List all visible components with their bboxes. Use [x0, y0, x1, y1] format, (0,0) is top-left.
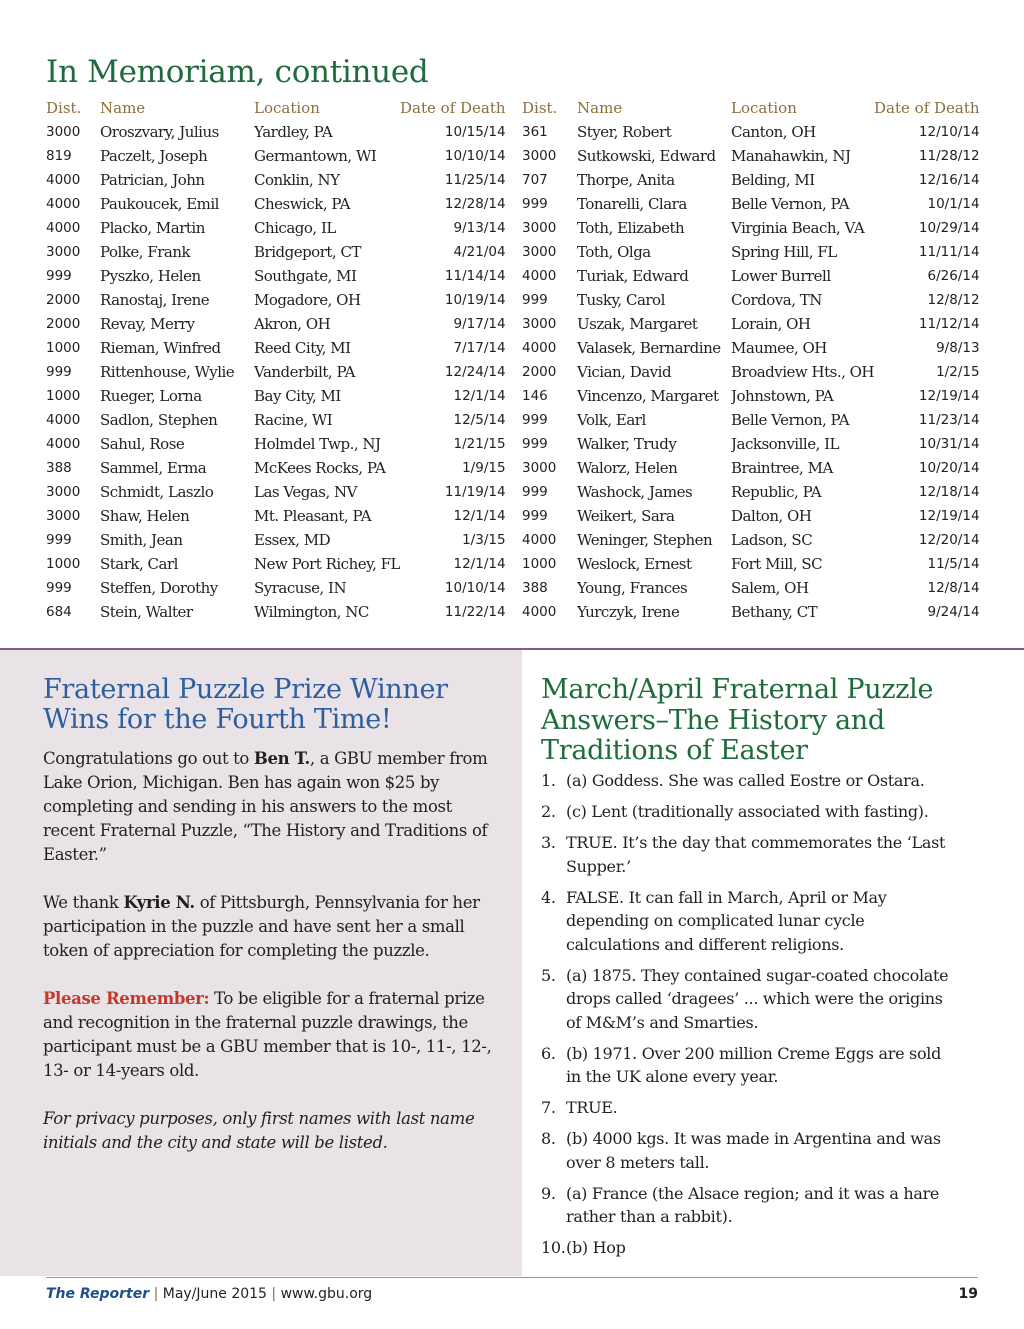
location-cell: Belle Vernon, PA [731, 195, 850, 213]
location-cell: Essex, MD [254, 531, 331, 549]
location-cell: Wilmington, NC [254, 603, 369, 621]
date-cell: 12/8/14 [927, 580, 980, 596]
table-row [522, 384, 980, 408]
dist-cell: 3000 [46, 508, 81, 524]
location-cell: Jacksonville, IL [731, 435, 840, 453]
prize-winner-title: Fraternal Puzzle Prize Winner Wins for the Fourth Time! [43, 674, 448, 735]
table-row [522, 600, 980, 624]
answer-item [541, 831, 951, 878]
dist-cell: 999 [522, 436, 548, 452]
dist-cell: 4000 [46, 436, 81, 452]
congrats-paragraph: Congratulations go out to Ben T., a GBU member from Lake Orion, Michigan. Ben has again won $25 by completing and sending in his answers to the most recent Fraternal Puzzle, “The History and Traditions of Easter.” [43, 749, 488, 864]
location-cell: Belle Vernon, PA [731, 411, 850, 429]
winner-name: Ben T. [253, 749, 310, 768]
location-cell: Germantown, WI [254, 147, 377, 165]
answer-text: TRUE. [566, 1098, 618, 1117]
name-cell: Tonarelli, Clara [577, 195, 687, 213]
table-row [522, 432, 980, 456]
header-dist: Dist. [46, 99, 82, 117]
table-row [522, 264, 980, 288]
location-cell: Reed City, MI [254, 339, 351, 357]
date-cell: 10/19/14 [444, 292, 506, 308]
prize-winner-body [43, 747, 498, 1179]
date-cell: 11/14/14 [444, 268, 506, 284]
answer-item [541, 1096, 951, 1120]
date-cell: 4/21/04 [453, 244, 506, 260]
location-cell: Vanderbilt, PA [254, 363, 356, 381]
date-cell: 11/5/14 [927, 556, 980, 572]
name-cell: Uszak, Margaret [577, 315, 698, 333]
name-cell: Rittenhouse, Wylie [100, 363, 235, 381]
location-cell: Holmdel Twp., NJ [254, 435, 381, 453]
location-cell: Bethany, CT [731, 603, 818, 621]
answer-number: 2. [541, 802, 556, 821]
date-cell: 11/23/14 [918, 412, 980, 428]
dist-cell: 361 [522, 124, 548, 140]
location-cell: Las Vegas, NV [254, 483, 357, 501]
table-row [522, 168, 980, 192]
date-cell: 12/1/14 [453, 556, 506, 572]
prize-winner-panel [0, 650, 522, 1276]
answers-list [541, 769, 951, 1267]
location-cell: Akron, OH [254, 315, 331, 333]
date-cell: 11/28/12 [918, 148, 980, 164]
date-cell: 6/26/14 [927, 268, 980, 284]
location-cell: New Port Richey, FL [254, 555, 401, 573]
answer-text: FALSE. It can fall in March, April or May depending on complicated lunar cycle calculations and different religions. [566, 887, 887, 954]
location-cell: Syracuse, IN [254, 579, 347, 597]
date-cell: 1/3/15 [462, 532, 506, 548]
location-cell: Republic, PA [731, 483, 822, 501]
dist-cell: 4000 [522, 340, 557, 356]
date-cell: 10/15/14 [444, 124, 506, 140]
location-cell: Southgate, MI [254, 267, 357, 285]
name-cell: Revay, Merry [100, 315, 195, 333]
date-cell: 9/17/14 [453, 316, 506, 332]
table-row [46, 456, 506, 480]
dist-cell: 3000 [46, 244, 81, 260]
header-date: Date of Death [874, 99, 980, 117]
location-cell: Conklin, NY [254, 171, 340, 189]
location-cell: Lorain, OH [731, 315, 811, 333]
answer-item [541, 769, 951, 793]
answer-item [541, 800, 951, 824]
location-cell: Manahawkin, NJ [731, 147, 851, 165]
dist-cell: 999 [522, 484, 548, 500]
name-cell: Ranostaj, Irene [100, 291, 210, 309]
name-cell: Vician, David [577, 363, 672, 381]
table-row [522, 240, 980, 264]
table-row [522, 504, 980, 528]
name-cell: Walorz, Helen [577, 459, 678, 477]
answer-text: (a) 1875. They contained sugar-coated chocolate drops called ‘dragees’ ... which were the origins of M&M’s and Smarties. [566, 965, 949, 1032]
answer-text: (b) 1971. Over 200 million Creme Eggs are sold in the UK alone every year. [566, 1043, 942, 1086]
dist-cell: 146 [522, 388, 548, 404]
dist-cell: 2000 [46, 292, 81, 308]
location-cell: Ladson, SC [731, 531, 813, 549]
dist-cell: 3000 [522, 316, 557, 332]
dist-cell: 3000 [522, 148, 557, 164]
answer-number: 1. [541, 771, 556, 790]
dist-cell: 3000 [46, 124, 81, 140]
header-name: Name [100, 99, 146, 117]
dist-cell: 4000 [522, 604, 557, 620]
dist-cell: 4000 [522, 268, 557, 284]
location-cell: Spring Hill, FL [731, 243, 837, 261]
table-row [46, 360, 506, 384]
date-cell: 7/17/14 [453, 340, 506, 356]
dist-cell: 4000 [46, 196, 81, 212]
answer-number: 7. [541, 1098, 556, 1117]
answer-text: (a) Goddess. She was called Eostre or Ostara. [566, 771, 925, 790]
name-cell: Sadlon, Stephen [100, 411, 218, 429]
name-cell: Polke, Frank [100, 243, 191, 261]
answer-text: (c) Lent (traditionally associated with fasting). [566, 802, 929, 821]
dist-cell: 388 [46, 460, 72, 476]
location-cell: Yardley, PA [254, 123, 333, 141]
date-cell: 11/19/14 [444, 484, 506, 500]
table-row [46, 240, 506, 264]
location-cell: McKees Rocks, PA [254, 459, 386, 477]
dist-cell: 3000 [46, 484, 81, 500]
date-cell: 11/12/14 [918, 316, 980, 332]
footer-rule [46, 1277, 978, 1278]
date-cell: 10/10/14 [444, 148, 506, 164]
location-cell: Racine, WI [254, 411, 333, 429]
answer-item [541, 964, 951, 1035]
table-row [46, 120, 506, 144]
location-cell: Canton, OH [731, 123, 816, 141]
location-cell: Bay City, MI [254, 387, 341, 405]
name-cell: Sammel, Erma [100, 459, 207, 477]
name-cell: Toth, Elizabeth [577, 219, 685, 237]
name-cell: Turiak, Edward [577, 267, 689, 285]
name-cell: Smith, Jean [100, 531, 183, 549]
dist-cell: 1000 [522, 556, 557, 572]
date-cell: 10/10/14 [444, 580, 506, 596]
footer-separator: | [271, 1286, 277, 1302]
answer-text: (b) Hop [566, 1238, 626, 1257]
dist-cell: 4000 [46, 220, 81, 236]
table-row [522, 216, 980, 240]
issue-date: May/June 2015 [162, 1286, 267, 1302]
remember-label: Please Remember: [43, 989, 210, 1008]
table-row [522, 456, 980, 480]
date-cell: 1/2/15 [936, 364, 980, 380]
table-row [46, 552, 506, 576]
answer-text: (b) 4000 kgs. It was made in Argentina and was over 8 meters tall. [566, 1129, 941, 1172]
location-cell: Bridgeport, CT [254, 243, 361, 261]
table-row [46, 288, 506, 312]
name-cell: Young, Frances [577, 579, 688, 597]
header-date: Date of Death [400, 99, 506, 117]
dist-cell: 388 [522, 580, 548, 596]
table-row [522, 336, 980, 360]
name-cell: Weslock, Ernest [577, 555, 692, 573]
name-cell: Sahul, Rose [100, 435, 185, 453]
name-cell: Shaw, Helen [100, 507, 190, 525]
answer-number: 6. [541, 1043, 556, 1063]
answer-number: 4. [541, 887, 556, 907]
name-cell: Stein, Walter [100, 603, 193, 621]
date-cell: 10/20/14 [918, 460, 980, 476]
dist-cell: 999 [522, 196, 548, 212]
table-row [46, 216, 506, 240]
table-row [46, 312, 506, 336]
date-cell: 12/19/14 [918, 388, 980, 404]
table-row [46, 576, 506, 600]
date-cell: 12/8/12 [927, 292, 980, 308]
date-cell: 10/31/14 [918, 436, 980, 452]
date-cell: 12/1/14 [453, 508, 506, 524]
table-row [46, 168, 506, 192]
date-cell: 12/5/14 [453, 412, 506, 428]
location-cell: Lower Burrell [731, 267, 831, 285]
remember-paragraph: Please Remember: To be eligible for a fraternal prize and recognition in the fraternal puzzle drawings, the participant must be a GBU member that is 10-, 11-, 12-, 13- or 14-years old. [43, 989, 492, 1080]
name-cell: Styer, Robert [577, 123, 672, 141]
name-cell: Patrician, John [100, 171, 205, 189]
name-cell: Tusky, Carol [577, 291, 665, 309]
dist-cell: 2000 [522, 364, 557, 380]
answer-text: (a) France (the Alsace region; and it was a hare rather than a rabbit). [566, 1183, 940, 1226]
answer-item [541, 1182, 951, 1229]
date-cell: 9/8/13 [936, 340, 980, 356]
date-cell: 11/11/14 [918, 244, 980, 260]
location-cell: Belding, MI [731, 171, 815, 189]
table-row [522, 360, 980, 384]
date-cell: 12/1/14 [453, 388, 506, 404]
location-cell: Chicago, IL [254, 219, 336, 237]
answer-number: 9. [541, 1183, 556, 1203]
date-cell: 10/29/14 [918, 220, 980, 236]
name-cell: Walker, Trudy [577, 435, 677, 453]
header-name: Name [577, 99, 623, 117]
table-row [522, 144, 980, 168]
date-cell: 12/24/14 [444, 364, 506, 380]
date-cell: 11/25/14 [444, 172, 506, 188]
answer-item [541, 1127, 951, 1174]
page-title: In Memoriam, continued [46, 54, 429, 90]
name-cell: Schmidt, Laszlo [100, 483, 214, 501]
dist-cell: 999 [46, 532, 72, 548]
date-cell: 12/28/14 [444, 196, 506, 212]
name-cell: Sutkowski, Edward [577, 147, 716, 165]
publication-name: The Reporter [46, 1286, 150, 1302]
dist-cell: 999 [46, 268, 72, 284]
dist-cell: 3000 [522, 460, 557, 476]
location-cell: Johnstown, PA [731, 387, 834, 405]
answer-number: 10. [541, 1238, 566, 1257]
dist-cell: 999 [522, 412, 548, 428]
dist-cell: 3000 [522, 220, 557, 236]
table-row [46, 408, 506, 432]
table-row [522, 480, 980, 504]
name-cell: Washock, James [577, 483, 693, 501]
dist-cell: 4000 [46, 172, 81, 188]
name-cell: Weninger, Stephen [577, 531, 713, 549]
dist-cell: 1000 [46, 340, 81, 356]
dist-cell: 2000 [46, 316, 81, 332]
location-cell: Dalton, OH [731, 507, 812, 525]
date-cell: 1/9/15 [462, 460, 506, 476]
date-cell: 12/20/14 [918, 532, 980, 548]
table-row [522, 192, 980, 216]
name-cell: Thorpe, Anita [577, 171, 675, 189]
table-row [522, 288, 980, 312]
date-cell: 10/1/14 [927, 196, 980, 212]
participant-name: Kyrie N. [123, 893, 195, 912]
dist-cell: 684 [46, 604, 72, 620]
dist-cell: 999 [522, 508, 548, 524]
name-cell: Vincenzo, Margaret [577, 387, 719, 405]
name-cell: Pyszko, Helen [100, 267, 201, 285]
thanks-paragraph: We thank Kyrie N. of Pittsburgh, Pennsylvania for her participation in the puzzle and have sent her a small token of appreciation for completing the puzzle. [43, 893, 480, 960]
name-cell: Steffen, Dorothy [100, 579, 218, 597]
table-row [522, 552, 980, 576]
name-cell: Placko, Martin [100, 219, 205, 237]
location-cell: Virginia Beach, VA [731, 219, 865, 237]
name-cell: Weikert, Sara [577, 507, 675, 525]
date-cell: 12/18/14 [918, 484, 980, 500]
table-row [522, 120, 980, 144]
location-cell: Salem, OH [731, 579, 809, 597]
header-location: Location [731, 99, 797, 117]
header-dist: Dist. [522, 99, 558, 117]
location-cell: Mogadore, OH [254, 291, 361, 309]
puzzle-answers-panel [522, 650, 1024, 1276]
location-cell: Braintree, MA [731, 459, 833, 477]
date-cell: 11/22/14 [444, 604, 506, 620]
name-cell: Volk, Earl [577, 411, 646, 429]
website-link[interactable]: www.gbu.org [280, 1286, 373, 1302]
dist-cell: 819 [46, 148, 72, 164]
name-cell: Yurczyk, Irene [577, 603, 680, 621]
page-number: 19 [958, 1286, 978, 1302]
date-cell: 12/16/14 [918, 172, 980, 188]
location-cell: Cordova, TN [731, 291, 822, 309]
name-cell: Valasek, Bernardine [577, 339, 721, 357]
name-cell: Oroszvary, Julius [100, 123, 219, 141]
dist-cell: 1000 [46, 388, 81, 404]
privacy-note: For privacy purposes, only first names with last name initials and the city and state will be listed. [43, 1109, 475, 1152]
table-header-row [522, 96, 980, 120]
answer-item [541, 886, 951, 957]
date-cell: 1/21/15 [453, 436, 506, 452]
puzzle-answers-title: March/April Fraternal Puzzle Answers–The History and Traditions of Easter [541, 674, 934, 766]
footer [46, 1286, 372, 1302]
dist-cell: 999 [46, 364, 72, 380]
location-cell: Mt. Pleasant, PA [254, 507, 372, 525]
name-cell: Stark, Carl [100, 555, 178, 573]
location-cell: Maumee, OH [731, 339, 827, 357]
dist-cell: 999 [522, 292, 548, 308]
answer-number: 5. [541, 965, 556, 985]
dist-cell: 3000 [522, 244, 557, 260]
dist-cell: 999 [46, 580, 72, 596]
name-cell: Toth, Olga [577, 243, 651, 261]
date-cell: 12/10/14 [918, 124, 980, 140]
dist-cell: 1000 [46, 556, 81, 572]
dist-cell: 4000 [522, 532, 557, 548]
name-cell: Rueger, Lorna [100, 387, 202, 405]
name-cell: Paczelt, Joseph [100, 147, 208, 165]
memoriam-table-left [46, 96, 506, 624]
location-cell: Broadview Hts., OH [731, 363, 875, 381]
header-location: Location [254, 99, 320, 117]
table-row [522, 408, 980, 432]
table-row [46, 600, 506, 624]
table-row [46, 336, 506, 360]
location-cell: Fort Mill, SC [731, 555, 823, 573]
location-cell: Cheswick, PA [254, 195, 350, 213]
table-row [46, 480, 506, 504]
memoriam-table-right [522, 96, 980, 624]
footer-separator: | [153, 1286, 159, 1302]
table-header-row [46, 96, 506, 120]
table-row [46, 432, 506, 456]
answer-text: TRUE. It’s the day that commemorates the ‘Last Supper.’ [566, 833, 946, 876]
name-cell: Paukoucek, Emil [100, 195, 219, 213]
table-row [522, 528, 980, 552]
table-row [46, 384, 506, 408]
dist-cell: 707 [522, 172, 548, 188]
table-row [46, 264, 506, 288]
answer-number: 3. [541, 833, 556, 852]
answer-number: 8. [541, 1129, 556, 1148]
table-row [46, 528, 506, 552]
table-row [46, 144, 506, 168]
answer-item [541, 1236, 951, 1260]
date-cell: 9/13/14 [453, 220, 506, 236]
table-row [46, 192, 506, 216]
date-cell: 9/24/14 [927, 604, 980, 620]
date-cell: 12/19/14 [918, 508, 980, 524]
answer-item [541, 1042, 951, 1089]
table-row [522, 576, 980, 600]
name-cell: Rieman, Winfred [100, 339, 221, 357]
table-row [46, 504, 506, 528]
dist-cell: 4000 [46, 412, 81, 428]
table-row [522, 312, 980, 336]
